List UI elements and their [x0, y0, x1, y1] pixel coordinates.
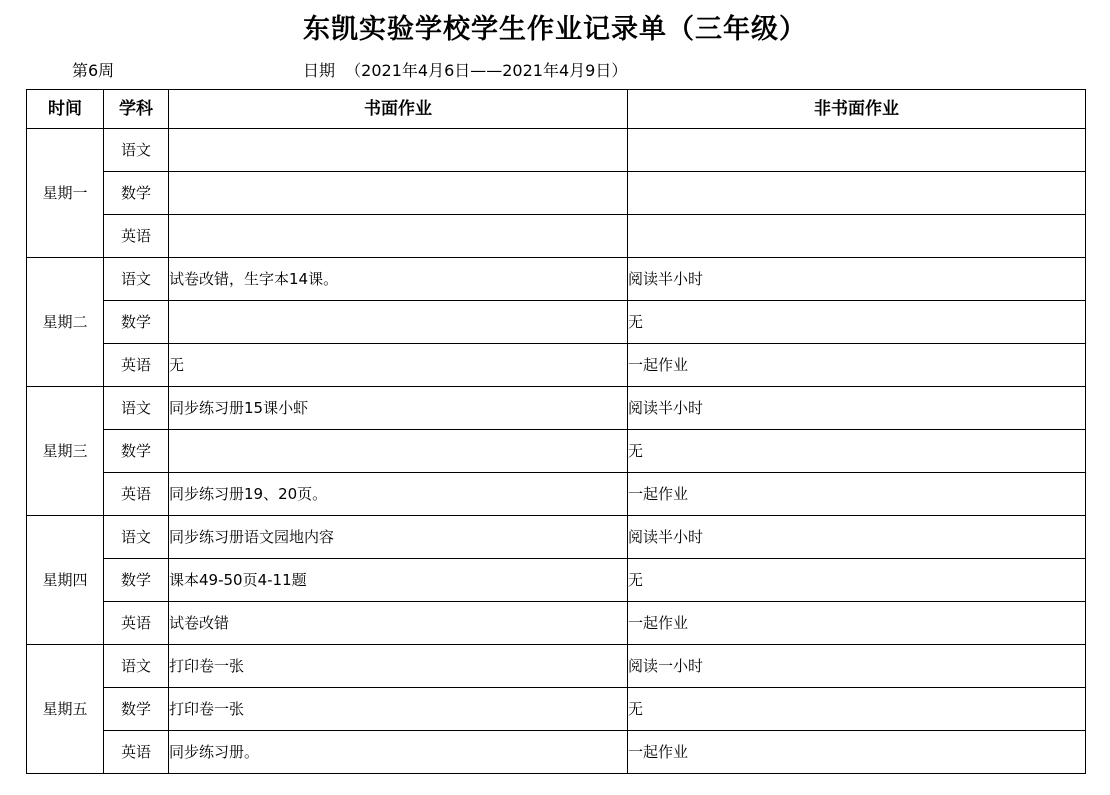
day-cell: 星期四 [27, 516, 104, 645]
page-title: 东凯实验学校学生作业记录单（三年级） [303, 14, 807, 45]
column-header-written: 书面作业 [169, 90, 628, 129]
nonwritten-homework-cell: 阅读半小时 [628, 258, 1086, 301]
subject-cell: 英语 [104, 344, 169, 387]
subject-cell: 英语 [104, 473, 169, 516]
subject-cell: 语文 [104, 258, 169, 301]
table-row [27, 430, 1086, 473]
written-homework-cell: 试卷改错 [169, 602, 628, 645]
written-homework-cell: 打印卷一张 [169, 688, 628, 731]
column-header-subject: 学科 [104, 90, 169, 129]
nonwritten-homework-cell: 无 [628, 688, 1086, 731]
nonwritten-homework-cell: 无 [628, 301, 1086, 344]
day-cell: 星期五 [27, 645, 104, 774]
nonwritten-homework-cell [628, 172, 1086, 215]
written-homework-cell [169, 430, 628, 473]
subject-cell: 数学 [104, 172, 169, 215]
subject-cell: 语文 [104, 645, 169, 688]
date-range: 日期 （2021年4月6日——2021年4月9日） [303, 61, 628, 80]
nonwritten-homework-cell: 一起作业 [628, 731, 1086, 774]
written-homework-cell: 无 [169, 344, 628, 387]
subject-cell: 英语 [104, 602, 169, 645]
nonwritten-homework-cell: 一起作业 [628, 602, 1086, 645]
nonwritten-homework-cell: 无 [628, 559, 1086, 602]
nonwritten-homework-cell [628, 215, 1086, 258]
nonwritten-homework-cell: 阅读半小时 [628, 387, 1086, 430]
table-row [27, 258, 1086, 301]
table-row [27, 387, 1086, 430]
table-row [27, 172, 1086, 215]
written-homework-cell: 打印卷一张 [169, 645, 628, 688]
table-row [27, 602, 1086, 645]
column-header-nonwritten: 非书面作业 [628, 90, 1086, 129]
column-header-time: 时间 [27, 90, 104, 129]
table-row [27, 688, 1086, 731]
table-row [27, 473, 1086, 516]
table-header-row [27, 90, 1086, 129]
subject-cell: 英语 [104, 215, 169, 258]
nonwritten-homework-cell: 无 [628, 430, 1086, 473]
written-homework-cell: 试卷改错，生字本14课。 [169, 258, 628, 301]
table-row [27, 301, 1086, 344]
nonwritten-homework-cell: 一起作业 [628, 473, 1086, 516]
week-label: 第6周 [72, 61, 115, 80]
table-row [27, 344, 1086, 387]
subject-cell: 语文 [104, 129, 169, 172]
nonwritten-homework-cell [628, 129, 1086, 172]
written-homework-cell: 同步练习册19、20页。 [169, 473, 628, 516]
table-row [27, 731, 1086, 774]
written-homework-cell [169, 301, 628, 344]
nonwritten-homework-cell: 阅读一小时 [628, 645, 1086, 688]
table-row [27, 129, 1086, 172]
table-row [27, 215, 1086, 258]
written-homework-cell: 同步练习册语文园地内容 [169, 516, 628, 559]
subject-cell: 数学 [104, 688, 169, 731]
table-row [27, 516, 1086, 559]
subject-cell: 语文 [104, 516, 169, 559]
written-homework-cell [169, 172, 628, 215]
written-homework-cell [169, 215, 628, 258]
table-row [27, 559, 1086, 602]
written-homework-cell: 同步练习册15课小虾 [169, 387, 628, 430]
subject-cell: 数学 [104, 559, 169, 602]
written-homework-cell: 课本49-50页4-11题 [169, 559, 628, 602]
subject-cell: 数学 [104, 430, 169, 473]
written-homework-cell [169, 129, 628, 172]
subject-cell: 语文 [104, 387, 169, 430]
subject-cell: 数学 [104, 301, 169, 344]
subject-cell: 英语 [104, 731, 169, 774]
table-row [27, 645, 1086, 688]
written-homework-cell: 同步练习册。 [169, 731, 628, 774]
day-cell: 星期一 [27, 129, 104, 258]
nonwritten-homework-cell: 一起作业 [628, 344, 1086, 387]
day-cell: 星期二 [27, 258, 104, 387]
nonwritten-homework-cell: 阅读半小时 [628, 516, 1086, 559]
homework-table [26, 89, 1086, 774]
day-cell: 星期三 [27, 387, 104, 516]
